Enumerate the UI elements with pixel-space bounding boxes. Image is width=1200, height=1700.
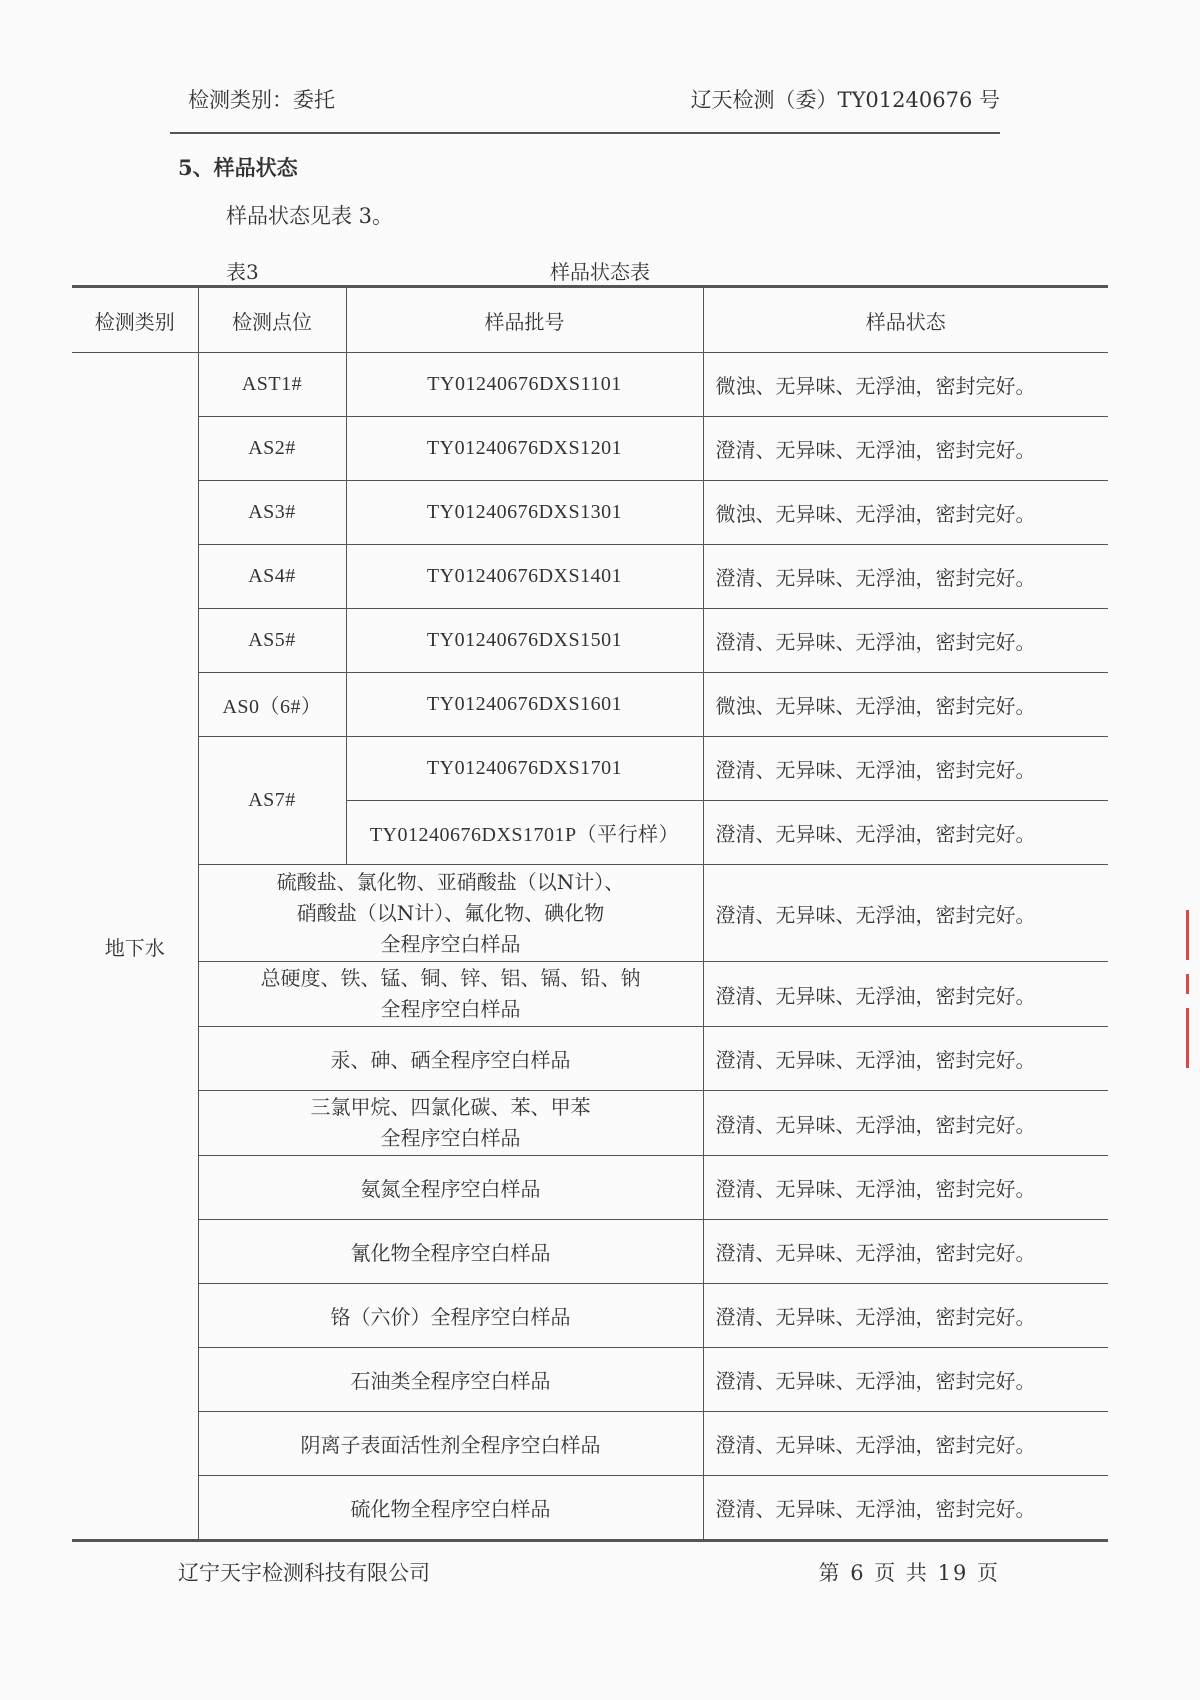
- table-row: [72, 1027, 1108, 1091]
- category-cell: 地下水: [72, 353, 198, 1541]
- status-cell: 澄清、无异味、无浮油，密封完好。: [703, 545, 1108, 609]
- status-cell: 澄清、无异味、无浮油，密封完好。: [703, 1284, 1108, 1348]
- status-cell: 澄清、无异味、无浮油，密封完好。: [703, 1412, 1108, 1476]
- table-row: [72, 1220, 1108, 1284]
- status-cell: 澄清、无异味、无浮油，密封完好。: [703, 801, 1108, 865]
- column-header: 检测点位: [198, 287, 346, 353]
- table-header-row: [72, 287, 1108, 353]
- table-number: 表3: [226, 260, 259, 284]
- blank-sample-line: 硝酸盐（以N计）、氟化物、碘化物: [296, 900, 605, 925]
- blank-sample-cell: 石油类全程序空白样品: [198, 1348, 703, 1412]
- table-row: [72, 417, 1108, 481]
- blank-sample-cell: 氰化物全程序空白样品: [198, 1220, 703, 1284]
- table-row: [72, 1284, 1108, 1348]
- table-row: [72, 1091, 1108, 1156]
- table-row: [72, 609, 1108, 673]
- seal-stamp-edge: [1186, 910, 1190, 1140]
- table-row: [72, 1412, 1108, 1476]
- batch-cell: TY01240676DXS1601: [346, 673, 703, 737]
- point-cell: AS0（6#）: [198, 673, 346, 737]
- report-category: 检测类别：委托: [188, 88, 335, 112]
- blank-sample-cell: [198, 1091, 703, 1156]
- status-cell: 澄清、无异味、无浮油，密封完好。: [703, 609, 1108, 673]
- blank-sample-line: 三氯甲烷、四氯化碳、苯、甲苯: [310, 1095, 591, 1119]
- batch-cell: TY01240676DXS1501: [346, 609, 703, 673]
- blank-sample-cell: 阴离子表面活性剂全程序空白样品: [198, 1412, 703, 1476]
- section-intro: 样品状态见表 3。: [226, 204, 394, 228]
- table-title: 样品状态表: [550, 260, 650, 284]
- report-number: 辽天检测（委）TY01240676 号: [690, 88, 1000, 112]
- point-cell: AS4#: [198, 545, 346, 609]
- batch-cell: TY01240676DXS1701P（平行样）: [346, 801, 703, 865]
- footer-company: 辽宁天宇检测科技有限公司: [178, 1561, 430, 1585]
- footer-page-number: 第 6 页 共 19 页: [818, 1561, 1000, 1585]
- batch-cell: TY01240676DXS1101: [346, 353, 703, 417]
- status-cell: 澄清、无异味、无浮油，密封完好。: [703, 417, 1108, 481]
- table-row: [72, 673, 1108, 737]
- section-title: 5、样品状态: [178, 155, 298, 180]
- blank-sample-line: 总硬度、铁、锰、铜、锌、铝、镉、铅、钠: [260, 966, 641, 990]
- table-row: [72, 1476, 1108, 1541]
- table-row: [72, 962, 1108, 1027]
- table-row: [72, 1156, 1108, 1220]
- table-row: [72, 545, 1108, 609]
- blank-sample-cell: 汞、砷、硒全程序空白样品: [198, 1027, 703, 1091]
- table-row: [72, 1348, 1108, 1412]
- point-cell: AS3#: [198, 481, 346, 545]
- batch-cell: TY01240676DXS1401: [346, 545, 703, 609]
- point-cell: AST1#: [198, 353, 346, 417]
- batch-cell: TY01240676DXS1201: [346, 417, 703, 481]
- table-row: [72, 353, 1108, 417]
- blank-sample-line: 全程序空白样品: [380, 1126, 521, 1150]
- status-cell: 澄清、无异味、无浮油，密封完好。: [703, 1348, 1108, 1412]
- status-cell: 澄清、无异味、无浮油，密封完好。: [703, 1476, 1108, 1541]
- status-cell: 澄清、无异味、无浮油，密封完好。: [703, 1156, 1108, 1220]
- point-cell: AS7#: [198, 737, 346, 865]
- status-cell: 澄清、无异味、无浮油，密封完好。: [703, 737, 1108, 801]
- batch-cell: TY01240676DXS1301: [346, 481, 703, 545]
- status-cell: 澄清、无异味、无浮油，密封完好。: [703, 1220, 1108, 1284]
- table-row: [72, 865, 1108, 962]
- blank-sample-line: 硫酸盐、氯化物、亚硝酸盐（以N计）、: [276, 869, 625, 894]
- point-cell: AS2#: [198, 417, 346, 481]
- status-cell: 微浊、无异味、无浮油，密封完好。: [703, 673, 1108, 737]
- blank-sample-cell: 硫化物全程序空白样品: [198, 1476, 703, 1541]
- status-cell: 澄清、无异味、无浮油，密封完好。: [703, 1091, 1108, 1156]
- blank-sample-cell: [198, 962, 703, 1027]
- table-row: [72, 481, 1108, 545]
- column-header: 样品状态: [703, 287, 1108, 353]
- column-header: 样品批号: [346, 287, 703, 353]
- table-row: [72, 737, 1108, 801]
- blank-sample-line: 全程序空白样品: [380, 931, 521, 956]
- batch-cell: TY01240676DXS1701: [346, 737, 703, 801]
- status-cell: 微浊、无异味、无浮油，密封完好。: [703, 481, 1108, 545]
- status-cell: 澄清、无异味、无浮油，密封完好。: [703, 865, 1108, 962]
- status-cell: 澄清、无异味、无浮油，密封完好。: [703, 962, 1108, 1027]
- blank-sample-cell: [198, 865, 703, 962]
- blank-sample-cell: 氨氮全程序空白样品: [198, 1156, 703, 1220]
- header-divider: [170, 132, 1000, 134]
- column-header: 检测类别: [72, 287, 198, 353]
- blank-sample-cell: 铬（六价）全程序空白样品: [198, 1284, 703, 1348]
- point-cell: AS5#: [198, 609, 346, 673]
- sample-status-table: [72, 285, 1108, 1542]
- blank-sample-line: 全程序空白样品: [380, 997, 521, 1021]
- status-cell: 澄清、无异味、无浮油，密封完好。: [703, 1027, 1108, 1091]
- status-cell: 微浊、无异味、无浮油，密封完好。: [703, 353, 1108, 417]
